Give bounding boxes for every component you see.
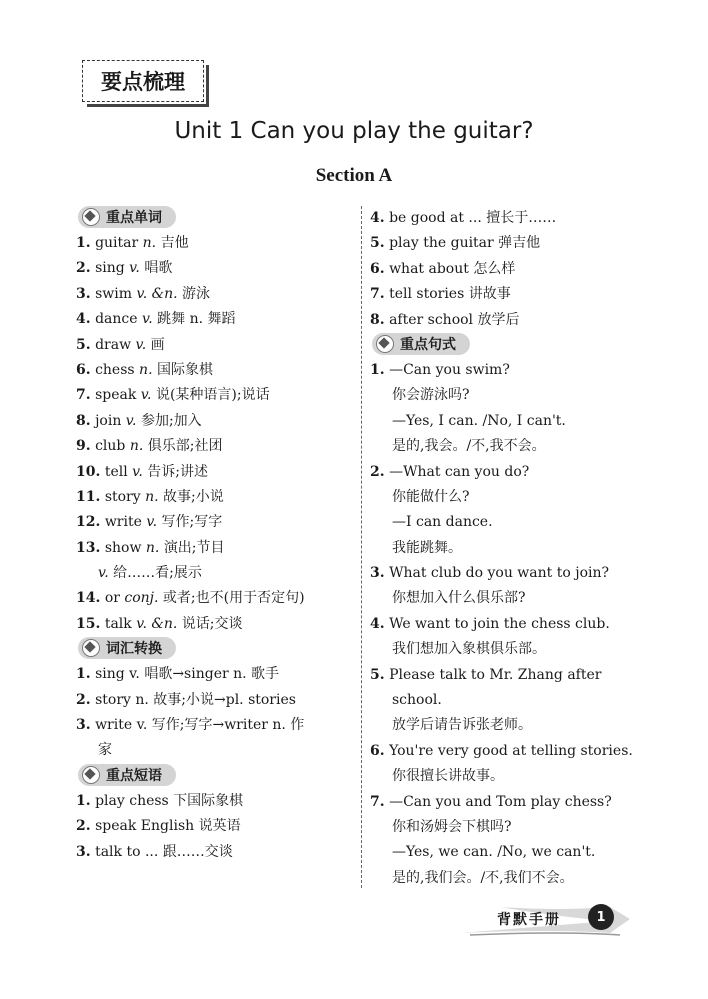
phrase-item (370, 308, 640, 333)
item-number: 8. (370, 311, 385, 328)
badge-label: 要点梳理 (101, 70, 185, 94)
part-of-speech: n. (142, 235, 161, 251)
phrases-heading: 重点短语 (78, 764, 176, 786)
page-number: 1 (588, 904, 614, 930)
sentence-item-text: —Can you swim? (389, 361, 510, 378)
sentence-item-text: —What can you do? (389, 463, 530, 480)
word-meaning: 演出;节目 (163, 539, 225, 556)
sentence-item-text: 你想加入什么俱乐部? (392, 590, 526, 607)
sentence-item (370, 866, 640, 891)
phrase-item-text: after school 放学后 (389, 311, 520, 328)
sentence-item (370, 358, 640, 383)
word-text: dance (95, 311, 142, 328)
sentences-heading: 重点句式 (372, 333, 470, 355)
sentence-item-text: We want to join the chess club. (389, 615, 610, 632)
item-number: 3. (76, 285, 91, 302)
item-number: 6. (370, 742, 385, 759)
item-number: 2. (76, 260, 91, 277)
sentence-item (370, 688, 640, 713)
sentence-item-text: 放学后请告诉张老师。 (392, 717, 532, 734)
conversion-item-text: 家 (98, 742, 112, 759)
phrase-item-text: what about 怎么样 (389, 260, 516, 277)
sentence-item (370, 561, 640, 586)
item-number: 5. (370, 235, 385, 252)
phrases-list-right (370, 206, 640, 333)
word-item (76, 561, 354, 586)
sentence-item-text: Please talk to Mr. Zhang after (389, 666, 602, 683)
sentence-item-text: 我们想加入象棋俱乐部。 (392, 641, 546, 658)
word-meaning: 给……看;展示 (113, 565, 202, 582)
sentence-item (370, 739, 640, 764)
part-of-speech: n. (139, 361, 157, 378)
word-meaning: 游泳 (181, 285, 210, 302)
word-meaning: 跳舞 n. 舞蹈 (157, 311, 236, 328)
word-text: join (95, 412, 126, 429)
word-meaning: 说(某种语言);说话 (155, 387, 270, 404)
sentence-item (370, 460, 640, 485)
part-of-speech: v. (140, 387, 156, 404)
word-item (76, 460, 354, 485)
word-item (76, 612, 354, 637)
sentence-item-text: —Yes, we can. /No, we can't. (392, 844, 596, 861)
phrase-item-text: play chess 下国际象棋 (95, 792, 244, 809)
sentence-item-text: 你会游泳吗? (392, 387, 470, 404)
diamond-icon (82, 766, 100, 784)
item-number: 7. (370, 793, 385, 810)
word-text: speak (95, 387, 141, 404)
sentence-item-text: —Yes, I can. /No, I can't. (392, 412, 566, 429)
sentence-item-text: 是的,我会。/不,我不会。 (392, 438, 546, 455)
words-heading: 重点单词 (78, 206, 176, 228)
word-meaning: 画 (150, 336, 165, 353)
sentence-item-text: 你能做什么? (392, 488, 470, 505)
word-meaning: 写作;写字 (161, 514, 223, 531)
item-number: 5. (370, 666, 385, 683)
item-number: 12. (76, 514, 101, 531)
part-of-speech: v. &n. (136, 285, 182, 302)
sentence-item (370, 840, 640, 865)
item-number: 7. (76, 387, 91, 404)
sentence-item (370, 790, 640, 815)
unit-title: Unit 1 Can you play the guitar? (174, 118, 534, 144)
sentence-item-text: 是的,我们会。/不,我们不会。 (392, 869, 574, 886)
item-number: 5. (76, 336, 91, 353)
word-meaning: 说话;交谈 (181, 615, 243, 632)
word-text: sing (95, 260, 130, 277)
word-text: tell (104, 463, 133, 480)
word-item (76, 256, 354, 281)
conversion-item-text: story n. 故事;小说→pl. stories (95, 691, 296, 708)
sentence-item-text: You're very good at telling stories. (389, 742, 633, 759)
word-meaning: 俱乐部;社团 (147, 438, 223, 455)
conversion-item (76, 738, 354, 763)
sentence-item (370, 713, 640, 738)
sentence-item-text: —I can dance. (392, 514, 493, 531)
phrase-item (76, 840, 354, 865)
phrase-item-text: speak English 说英语 (95, 818, 241, 835)
word-item (76, 485, 354, 510)
word-item (76, 358, 354, 383)
diamond-icon (376, 335, 394, 353)
word-item (76, 536, 354, 561)
sentence-item (370, 434, 640, 459)
part-of-speech: v. (141, 311, 158, 328)
item-number: 3. (76, 843, 91, 860)
phrase-item (370, 206, 640, 231)
part-of-speech: v. (98, 565, 114, 582)
word-item (76, 586, 354, 611)
word-item (76, 383, 354, 408)
phrase-item-text: play the guitar 弹吉他 (389, 235, 541, 252)
item-number: 15. (76, 615, 101, 632)
conversion-item-text: write v. 写作;写字→writer n. 作 (95, 717, 305, 734)
sentence-item-text: 你和汤姆会下棋吗? (392, 818, 512, 835)
sentence-item (370, 586, 640, 611)
conversion-item (76, 713, 354, 738)
word-text: or (104, 590, 125, 607)
part-of-speech: v. &n. (136, 615, 182, 632)
sentence-item (370, 815, 640, 840)
item-number: 1. (76, 666, 91, 683)
phrase-item (370, 257, 640, 282)
word-text: guitar (95, 235, 143, 251)
conversion-list (76, 662, 354, 764)
conversion-heading: 词汇转换 (78, 637, 176, 659)
word-meaning: 告诉;讲述 (147, 463, 209, 480)
conversion-item-text: sing v. 唱歌→singer n. 歌手 (95, 666, 280, 683)
item-number: 1. (370, 361, 385, 378)
word-item (76, 231, 354, 256)
item-number: 2. (76, 818, 91, 835)
sentence-item-text: 你很擅长讲故事。 (392, 768, 504, 785)
right-column (370, 206, 640, 891)
item-number: 2. (370, 463, 385, 480)
conversion-item (76, 688, 354, 713)
sentence-item (370, 764, 640, 789)
item-number: 3. (370, 565, 385, 582)
sentence-item (370, 663, 640, 688)
word-text: write (104, 514, 147, 531)
item-number: 4. (76, 311, 91, 328)
sentence-item (370, 510, 640, 535)
sentence-item-text: What club do you want to join? (389, 565, 609, 582)
part-of-speech: n. (145, 488, 164, 505)
word-item (76, 282, 354, 307)
word-meaning: 国际象棋 (156, 361, 213, 378)
word-meaning: 故事;小说 (163, 488, 224, 505)
phrase-item-text: tell stories 讲故事 (389, 286, 511, 303)
sentence-item (370, 409, 640, 434)
sentences-list (370, 358, 640, 891)
section-badge (82, 60, 204, 102)
word-meaning: 或者;也不(用于否定句) (162, 590, 305, 607)
words-list (76, 231, 354, 637)
item-number: 4. (370, 210, 385, 226)
part-of-speech: n. (145, 539, 164, 556)
item-number: 1. (76, 792, 91, 809)
part-of-speech: n. (129, 438, 148, 455)
sentence-item-text: —Can you and Tom play chess? (389, 793, 612, 810)
word-item (76, 409, 354, 434)
word-text: story (104, 488, 146, 505)
word-text: draw (95, 336, 136, 353)
footer-label: 背默手册 (497, 912, 561, 928)
word-item (76, 434, 354, 459)
word-meaning: 吉他 (160, 235, 189, 251)
item-number: 6. (76, 361, 91, 378)
word-text: chess (95, 361, 140, 378)
word-item (76, 307, 354, 332)
item-number: 11. (76, 488, 101, 505)
item-number: 9. (76, 438, 91, 455)
column-divider (361, 206, 362, 888)
diamond-icon (82, 208, 100, 226)
sentence-item (370, 536, 640, 561)
part-of-speech: v. (125, 412, 141, 429)
word-text: club (95, 438, 130, 455)
word-text: talk (104, 615, 137, 632)
item-number: 7. (370, 286, 385, 303)
sentence-item (370, 383, 640, 408)
word-item (76, 333, 354, 358)
word-meaning: 唱歌 (144, 260, 173, 277)
diamond-icon (82, 639, 100, 657)
sentence-item-text: 我能跳舞。 (392, 539, 462, 556)
word-item (76, 510, 354, 535)
item-number: 4. (370, 615, 385, 632)
conversion-item (76, 662, 354, 687)
item-number: 14. (76, 590, 101, 607)
item-number: 8. (76, 412, 91, 429)
phrase-item (76, 814, 354, 839)
item-number: 2. (76, 691, 91, 708)
word-meaning: 参加;加入 (140, 412, 202, 429)
phrase-item (370, 282, 640, 307)
phrases-list-left (76, 789, 354, 865)
sentence-item (370, 637, 640, 662)
sentence-item (370, 485, 640, 510)
part-of-speech: v. (132, 463, 148, 480)
item-number: 3. (76, 717, 91, 734)
phrase-item-text: talk to ... 跟……交谈 (95, 843, 233, 860)
phrase-item (370, 231, 640, 256)
item-number: 1. (76, 235, 91, 251)
section-title: Section A (315, 165, 393, 186)
part-of-speech: v. (135, 336, 151, 353)
part-of-speech: v. (146, 514, 162, 531)
part-of-speech: conj. (124, 590, 163, 607)
phrase-item-text: be good at ... 擅长于…… (389, 210, 557, 226)
word-text: swim (95, 285, 137, 302)
item-number: 13. (76, 539, 101, 556)
sentence-item (370, 612, 640, 637)
phrase-item (76, 789, 354, 814)
word-text: show (104, 539, 146, 556)
sentence-item-text: school. (392, 692, 442, 709)
item-number: 6. (370, 260, 385, 277)
left-column (76, 206, 354, 865)
part-of-speech: v. (129, 260, 145, 277)
item-number: 10. (76, 463, 101, 480)
